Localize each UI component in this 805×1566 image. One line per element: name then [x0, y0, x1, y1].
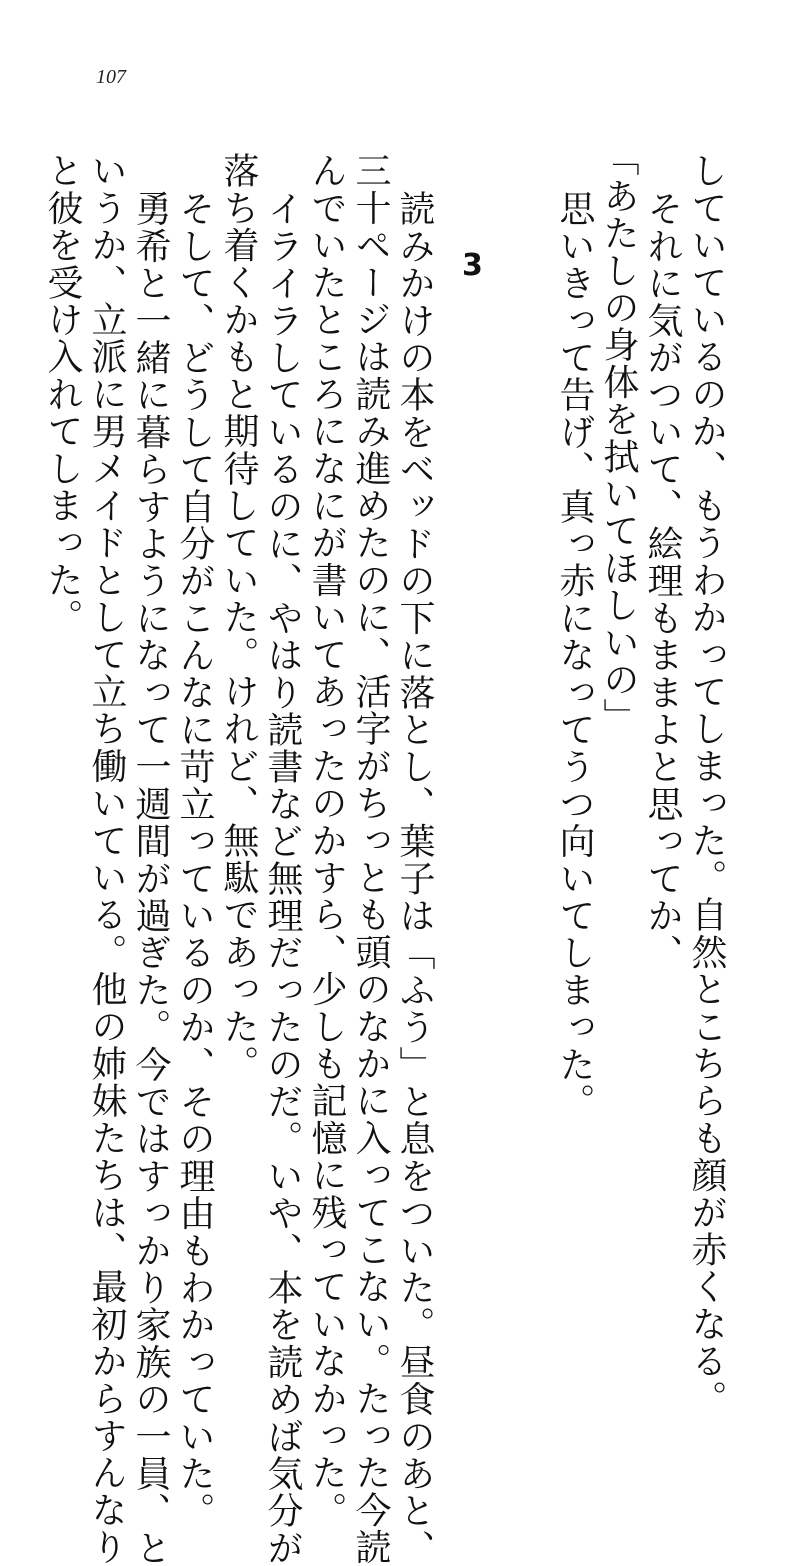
text-line: と彼を受け入れてしまった。 [42, 152, 83, 636]
text-line: んでいたところになにが書いてあったのかすら、少しも記憶に残っていなかった。 [306, 152, 347, 1529]
text-line: していているのか、もうわかってしまった。自然とこちらも顔が赤くなる。 [686, 152, 727, 1417]
text-line: それに気がついて、絵理もままよと思ってか、 [642, 190, 683, 972]
text-line: そして、どうして自分がこんなに苛立っているのか、その理由もわかっていた。 [174, 190, 215, 1530]
text-line: イライラしているのに、やはり読書など無理だったのだ。いや、本を読めば気分が [262, 190, 303, 1566]
text-line: 読みかけの本をベッドの下に落とし、葉子は「ふう」と息をついた。昼食のあと、 [394, 190, 435, 1566]
page-number: 107 [96, 66, 126, 88]
text-line: 「あたしの身体を拭いてほしいの」 [598, 140, 639, 736]
text-line: いうか、立派に男メイドとして立ち働いている。他の姉妹たちは、最初からすんなり [86, 152, 127, 1566]
text-line: 思いきって告げ、真っ赤になってうつ向いてしまった。 [554, 190, 595, 1120]
text-line: 落ち着くかもと期待していた。けれど、無駄であった。 [218, 152, 259, 1082]
section-number: 3 [462, 248, 483, 283]
text-line: 三十ページは読み進めたのに、活字がちっとも頭のなかに入ってこない。たった今読 [350, 152, 391, 1566]
text-line: 勇希と一緒に暮らすようになって一週間が過ぎた。今ではすっかり家族の一員、と [130, 190, 171, 1566]
